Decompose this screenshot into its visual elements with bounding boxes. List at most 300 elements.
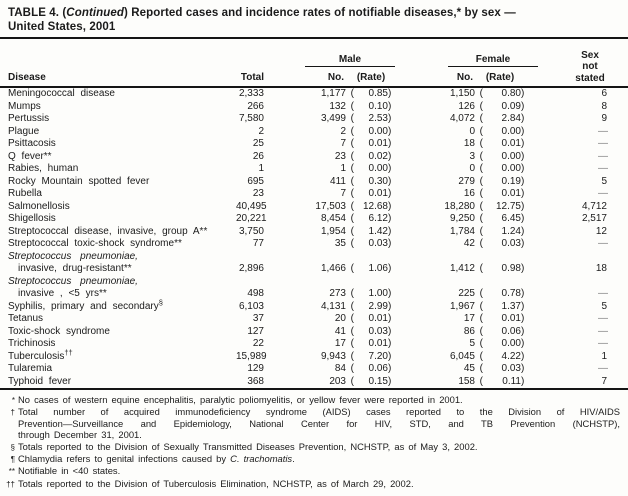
column-header-male-rate: (Rate) bbox=[356, 72, 386, 83]
female-no-value: 9,250 bbox=[449, 213, 475, 224]
female-rate-value: 0.78 bbox=[501, 288, 521, 299]
table-row bbox=[0, 126, 628, 139]
male-rate-value: 2.53 bbox=[368, 113, 388, 124]
female-open-paren: ( bbox=[479, 138, 483, 149]
table-row bbox=[0, 238, 628, 251]
disease-name: invasive , <5 yrs** bbox=[18, 288, 107, 299]
table-row bbox=[0, 176, 628, 189]
column-header-sex-not-stated bbox=[569, 50, 611, 84]
male-rate-value: 0.03 bbox=[368, 325, 388, 337]
male-no-value: 132 bbox=[329, 100, 346, 112]
female-open-paren: ( bbox=[479, 338, 483, 349]
female-no-value: 1,784 bbox=[449, 225, 475, 237]
sex-not-stated-value: 4,712 bbox=[581, 200, 607, 212]
total-value: 22 bbox=[252, 338, 264, 349]
footnote-text: Notifiable in <40 states. bbox=[18, 465, 121, 477]
table-row bbox=[0, 113, 628, 126]
disease-name: Mumps bbox=[8, 100, 41, 112]
female-no-value: 86 bbox=[463, 325, 475, 337]
table-row-species-line bbox=[0, 276, 628, 289]
female-no-value: 17 bbox=[463, 313, 475, 324]
male-no-value: 35 bbox=[334, 238, 346, 249]
male-close-paren: ) bbox=[388, 125, 392, 137]
title-part2: ) Reported cases and incidence rates of notifiable diseases,* by sex — bbox=[124, 7, 516, 19]
disease-name: Streptococcal disease, invasive, group A** bbox=[8, 225, 208, 237]
male-close-paren: ) bbox=[388, 225, 392, 237]
male-rate-value: 1.42 bbox=[368, 225, 388, 237]
disease-name: Q fever** bbox=[8, 150, 52, 162]
column-group-male: Male bbox=[305, 54, 395, 67]
male-no-value: 7 bbox=[340, 138, 346, 149]
male-no-value: 4,131 bbox=[320, 300, 346, 312]
female-rate-value: 0.00 bbox=[501, 338, 521, 349]
male-close-paren: ) bbox=[388, 325, 392, 337]
female-no-value: 1,412 bbox=[449, 263, 475, 274]
table-row bbox=[0, 101, 628, 114]
female-close-paren: ) bbox=[521, 213, 525, 224]
female-no-value: 158 bbox=[458, 375, 475, 387]
disease-name: Salmonellosis bbox=[8, 200, 70, 212]
total-value: 26 bbox=[252, 150, 264, 162]
female-no-value: 4,072 bbox=[449, 113, 475, 124]
column-header-total: Total bbox=[240, 72, 264, 83]
female-close-paren: ) bbox=[521, 300, 525, 312]
sex-not-stated-line3: stated bbox=[575, 72, 605, 84]
total-value: 40,495 bbox=[236, 200, 267, 212]
footnote-text: Chlamydia refers to genital infections caused by C. trachomatis. bbox=[18, 453, 295, 465]
female-rate-value: 6.45 bbox=[501, 213, 521, 224]
sex-not-stated-value: 9 bbox=[601, 113, 607, 124]
disease-name: Trichinosis bbox=[8, 338, 56, 349]
female-no-value: 126 bbox=[458, 100, 475, 112]
sex-not-stated-value: — bbox=[598, 150, 607, 162]
male-open-paren: ( bbox=[350, 100, 354, 112]
disease-name: Shigellosis bbox=[8, 213, 56, 224]
column-header-male-no: No. bbox=[327, 72, 344, 83]
sex-not-stated-value: 5 bbox=[601, 175, 607, 187]
footnotes bbox=[0, 390, 628, 490]
sex-not-stated-value: 7 bbox=[601, 375, 607, 387]
female-no-value: 0 bbox=[469, 163, 475, 174]
female-rate-value: 0.98 bbox=[501, 263, 521, 274]
disease-name: Tularemia bbox=[8, 363, 53, 374]
male-rate-value: 0.00 bbox=[368, 125, 388, 137]
male-no-value: 273 bbox=[329, 288, 346, 299]
sex-not-stated-value: 6 bbox=[601, 88, 607, 99]
footnote-marker: § bbox=[10, 442, 15, 452]
total-value: 129 bbox=[247, 363, 264, 374]
disease-name: Psittacosis bbox=[8, 138, 56, 149]
table-title-line2: United States, 2001 bbox=[8, 20, 116, 33]
female-open-paren: ( bbox=[479, 350, 483, 362]
disease-name: Toxic-shock syndrome bbox=[8, 325, 110, 337]
male-open-paren: ( bbox=[350, 263, 354, 274]
total-value: 2,333 bbox=[238, 88, 264, 99]
total-value: 20,221 bbox=[236, 213, 267, 224]
table-row bbox=[0, 138, 628, 151]
male-open-paren: ( bbox=[350, 88, 354, 99]
female-close-paren: ) bbox=[521, 363, 525, 374]
male-close-paren: ) bbox=[388, 100, 392, 112]
table-row bbox=[0, 88, 628, 101]
disease-name: Syphilis, primary and secondary§ bbox=[8, 297, 163, 312]
male-no-value: 84 bbox=[334, 363, 346, 374]
female-close-paren: ) bbox=[521, 138, 525, 149]
sex-not-stated-value: 2,517 bbox=[581, 213, 607, 224]
table-rows bbox=[0, 88, 628, 388]
male-close-paren: ) bbox=[388, 213, 392, 224]
total-value: 7,580 bbox=[238, 113, 264, 124]
female-rate-value: 0.80 bbox=[501, 88, 521, 99]
total-value: 127 bbox=[247, 325, 264, 337]
female-no-value: 18 bbox=[463, 138, 475, 149]
male-rate-value: 1.00 bbox=[368, 288, 388, 299]
sex-not-stated-value: — bbox=[598, 125, 607, 137]
female-open-paren: ( bbox=[479, 175, 483, 187]
sex-not-stated-value: — bbox=[598, 338, 607, 349]
column-header-female-rate: (Rate) bbox=[485, 72, 515, 83]
female-open-paren: ( bbox=[479, 88, 483, 99]
male-open-paren: ( bbox=[350, 113, 354, 124]
male-rate-value: 0.01 bbox=[368, 313, 388, 324]
female-rate-value: 0.01 bbox=[501, 188, 521, 199]
footnote bbox=[2, 406, 620, 440]
male-close-paren: ) bbox=[388, 113, 392, 124]
table-row-species-line bbox=[0, 251, 628, 264]
male-close-paren: ) bbox=[388, 288, 392, 299]
sex-not-stated-value: 12 bbox=[595, 225, 607, 237]
male-open-paren: ( bbox=[350, 238, 354, 249]
disease-name: invasive, drug-resistant** bbox=[18, 263, 132, 274]
female-no-value: 5 bbox=[469, 338, 475, 349]
male-close-paren: ) bbox=[388, 300, 392, 312]
male-rate-value: 0.00 bbox=[368, 163, 388, 174]
female-close-paren: ) bbox=[521, 188, 525, 199]
footnote bbox=[2, 465, 620, 477]
male-rate-value: 0.01 bbox=[368, 338, 388, 349]
disease-name: Rocky Mountain spotted fever bbox=[8, 175, 150, 187]
sex-not-stated-value: — bbox=[598, 288, 607, 299]
male-open-paren: ( bbox=[350, 375, 354, 387]
male-no-value: 1 bbox=[340, 163, 346, 174]
female-close-paren: ) bbox=[521, 288, 525, 299]
female-close-paren: ) bbox=[521, 375, 525, 387]
total-value: 368 bbox=[247, 375, 264, 387]
footnote bbox=[2, 394, 620, 406]
female-open-paren: ( bbox=[479, 100, 483, 112]
table-row bbox=[0, 213, 628, 226]
table-row bbox=[0, 326, 628, 339]
disease-name: Meningococcal disease bbox=[8, 88, 115, 99]
female-close-paren: ) bbox=[521, 225, 525, 237]
footnote-marker: ¶ bbox=[10, 455, 15, 465]
male-rate-value: 0.01 bbox=[368, 138, 388, 149]
sex-not-stated-value: — bbox=[598, 163, 607, 174]
table-row bbox=[0, 151, 628, 164]
male-no-value: 9,943 bbox=[320, 350, 346, 362]
footnote-text: Totals reported to the Division of Sexually Transmitted Diseases Prevention, NCHSTP, as of May 3, 2002. bbox=[18, 440, 478, 452]
female-no-value: 3 bbox=[469, 150, 475, 162]
female-close-paren: ) bbox=[521, 338, 525, 349]
disease-name: Typhoid fever bbox=[8, 375, 72, 387]
total-value: 3,750 bbox=[238, 225, 264, 237]
male-close-paren: ) bbox=[388, 375, 392, 387]
disease-species-name: Streptococcus pneumoniae, bbox=[8, 275, 138, 287]
female-open-paren: ( bbox=[479, 325, 483, 337]
male-rate-value: 0.01 bbox=[368, 188, 388, 199]
sex-not-stated-value: 5 bbox=[601, 300, 607, 312]
female-no-value: 1,967 bbox=[449, 300, 475, 312]
footnote bbox=[2, 441, 620, 453]
table-row bbox=[0, 347, 628, 364]
disease-species-name: Streptococcus pneumoniae, bbox=[8, 250, 138, 262]
footnote-marker: †† bbox=[6, 479, 15, 489]
female-no-value: 16 bbox=[463, 188, 475, 199]
female-rate-value: 1.24 bbox=[501, 225, 521, 237]
sex-not-stated-value: — bbox=[598, 313, 607, 324]
male-close-paren: ) bbox=[388, 175, 392, 187]
female-rate-value: 0.01 bbox=[501, 138, 521, 149]
male-close-paren: ) bbox=[388, 350, 392, 362]
male-open-paren: ( bbox=[350, 138, 354, 149]
male-rate-value: 0.15 bbox=[368, 375, 388, 387]
table-row bbox=[0, 313, 628, 326]
footnote bbox=[2, 453, 620, 465]
male-rate-value: 0.02 bbox=[368, 150, 388, 162]
table-row bbox=[0, 188, 628, 201]
footnote bbox=[2, 478, 620, 490]
female-rate-value: 0.03 bbox=[501, 363, 521, 374]
female-no-value: 1,150 bbox=[449, 88, 475, 99]
male-open-paren: ( bbox=[350, 338, 354, 349]
sex-not-stated-value: — bbox=[598, 363, 607, 374]
column-header-disease: Disease bbox=[8, 72, 46, 83]
female-close-paren: ) bbox=[521, 150, 525, 162]
table-row bbox=[0, 263, 628, 276]
male-open-paren: ( bbox=[350, 350, 354, 362]
disease-name: Plague bbox=[8, 125, 40, 137]
female-close-paren: ) bbox=[521, 350, 525, 362]
sex-not-stated-value: 8 bbox=[601, 100, 607, 112]
female-no-value: 225 bbox=[458, 288, 475, 299]
column-group-female: Female bbox=[448, 54, 538, 67]
disease-name: Rubella bbox=[8, 188, 42, 199]
male-close-paren: ) bbox=[388, 188, 392, 199]
male-no-value: 1,177 bbox=[320, 88, 346, 99]
male-open-paren: ( bbox=[350, 188, 354, 199]
male-close-paren: ) bbox=[388, 163, 392, 174]
male-close-paren: ) bbox=[388, 363, 392, 374]
total-value: 1 bbox=[258, 163, 264, 174]
table-row bbox=[0, 288, 628, 301]
male-rate-value: 0.10 bbox=[368, 100, 388, 112]
female-close-paren: ) bbox=[521, 88, 525, 99]
male-no-value: 20 bbox=[334, 313, 346, 324]
male-close-paren: ) bbox=[388, 88, 392, 99]
sex-not-stated-value: 1 bbox=[601, 350, 607, 362]
female-open-paren: ( bbox=[479, 375, 483, 387]
total-value: 2,896 bbox=[238, 263, 264, 274]
male-close-paren: ) bbox=[388, 200, 392, 212]
total-value: 6,103 bbox=[238, 300, 264, 312]
total-value: 15,989 bbox=[236, 350, 267, 362]
male-open-paren: ( bbox=[350, 300, 354, 312]
table-row bbox=[0, 297, 628, 314]
male-no-value: 17,503 bbox=[315, 200, 346, 212]
sex-not-stated-value: 18 bbox=[595, 263, 607, 274]
footnote-marker: ** bbox=[8, 467, 15, 477]
male-no-value: 1,466 bbox=[320, 263, 346, 274]
female-no-value: 279 bbox=[458, 175, 475, 187]
total-value: 25 bbox=[252, 138, 264, 149]
male-open-paren: ( bbox=[350, 175, 354, 187]
female-rate-value: 0.11 bbox=[502, 375, 521, 387]
female-rate-value: 0.06 bbox=[501, 325, 521, 337]
title-continued: Continued bbox=[66, 7, 125, 19]
female-close-paren: ) bbox=[521, 163, 525, 174]
female-open-paren: ( bbox=[479, 300, 483, 312]
male-rate-value: 1.06 bbox=[368, 263, 388, 274]
male-no-value: 1,954 bbox=[320, 225, 346, 237]
male-close-paren: ) bbox=[388, 338, 392, 349]
male-close-paren: ) bbox=[388, 238, 392, 249]
footnote-text: Total number of acquired immunodeficiency syndrome (AIDS) cases reported to the Division of HIV/AIDS Prevention—Surveillance and Epidemiology, National Center for HIV, STD, and TB Prevention (NCHSTP), through December 31, 2001. bbox=[18, 406, 620, 441]
male-rate-value: 12.68 bbox=[362, 200, 388, 212]
male-open-paren: ( bbox=[350, 125, 354, 137]
male-no-value: 411 bbox=[330, 175, 346, 187]
male-close-paren: ) bbox=[388, 150, 392, 162]
disease-name: Rabies, human bbox=[8, 163, 79, 174]
total-value: 77 bbox=[252, 238, 264, 249]
female-open-paren: ( bbox=[479, 213, 483, 224]
female-open-paren: ( bbox=[479, 113, 483, 124]
female-rate-value: 1.37 bbox=[501, 300, 521, 312]
total-value: 498 bbox=[247, 288, 264, 299]
female-open-paren: ( bbox=[479, 238, 483, 249]
total-value: 695 bbox=[247, 175, 264, 187]
male-open-paren: ( bbox=[350, 213, 354, 224]
female-open-paren: ( bbox=[479, 225, 483, 237]
total-value: 2 bbox=[258, 125, 264, 137]
sex-not-stated-line1: Sex bbox=[581, 50, 599, 62]
footnote-text: No cases of western equine encephalitis, paralytic poliomyelitis, or yellow fever were reported in 2001. bbox=[18, 394, 463, 405]
male-open-paren: ( bbox=[350, 225, 354, 237]
disease-name: Tetanus bbox=[8, 313, 44, 324]
male-rate-value: 2.99 bbox=[368, 300, 388, 312]
male-open-paren: ( bbox=[350, 313, 354, 324]
sex-not-stated-value: — bbox=[598, 138, 607, 149]
male-close-paren: ) bbox=[388, 313, 392, 324]
table-title-line1 bbox=[8, 7, 620, 21]
disease-name: Tuberculosis†† bbox=[8, 347, 73, 362]
female-close-paren: ) bbox=[521, 263, 525, 274]
female-open-paren: ( bbox=[479, 313, 483, 324]
female-rate-value: 0.00 bbox=[501, 163, 521, 174]
column-header-female-no: No. bbox=[456, 72, 473, 83]
sex-not-stated-line2: not bbox=[582, 61, 598, 73]
table-header bbox=[0, 39, 628, 86]
female-close-paren: ) bbox=[521, 100, 525, 112]
male-rate-value: 0.03 bbox=[368, 238, 388, 249]
male-open-paren: ( bbox=[350, 150, 354, 162]
table-row bbox=[0, 376, 628, 389]
female-rate-value: 0.03 bbox=[501, 238, 521, 249]
female-close-paren: ) bbox=[521, 175, 525, 187]
female-open-paren: ( bbox=[479, 188, 483, 199]
female-rate-value: 2.84 bbox=[501, 113, 521, 124]
female-no-value: 6,045 bbox=[449, 350, 475, 362]
male-no-value: 23 bbox=[334, 150, 346, 162]
female-open-paren: ( bbox=[479, 363, 483, 374]
female-close-paren: ) bbox=[521, 325, 525, 337]
table-row bbox=[0, 226, 628, 239]
female-open-paren: ( bbox=[479, 288, 483, 299]
footnote-marker: * bbox=[11, 396, 15, 405]
female-no-value: 45 bbox=[463, 363, 475, 374]
female-close-paren: ) bbox=[521, 113, 525, 124]
female-rate-value: 0.19 bbox=[501, 175, 521, 187]
male-open-paren: ( bbox=[350, 163, 354, 174]
female-rate-value: 4.22 bbox=[501, 350, 521, 362]
male-no-value: 2 bbox=[340, 125, 346, 137]
female-rate-value: 0.00 bbox=[501, 150, 521, 162]
male-no-value: 7 bbox=[340, 188, 346, 199]
female-no-value: 18,280 bbox=[444, 200, 475, 212]
table-row bbox=[0, 363, 628, 376]
female-rate-value: 0.01 bbox=[501, 313, 521, 324]
female-close-paren: ) bbox=[521, 238, 525, 249]
table-row bbox=[0, 201, 628, 214]
male-rate-value: 6.12 bbox=[368, 213, 388, 224]
male-no-value: 41 bbox=[334, 325, 346, 337]
male-no-value: 17 bbox=[334, 338, 346, 349]
table-title bbox=[0, 0, 628, 37]
footnote-marker: † bbox=[10, 408, 15, 418]
female-open-paren: ( bbox=[479, 125, 483, 137]
sex-not-stated-value: — bbox=[598, 188, 607, 199]
male-no-value: 3,499 bbox=[320, 113, 346, 124]
female-close-paren: ) bbox=[521, 125, 525, 137]
female-rate-value: 0.09 bbox=[501, 100, 521, 112]
female-no-value: 0 bbox=[469, 125, 475, 137]
male-open-paren: ( bbox=[350, 363, 354, 374]
female-no-value: 42 bbox=[463, 238, 475, 249]
total-value: 23 bbox=[252, 188, 264, 199]
male-rate-value: 0.85 bbox=[368, 88, 388, 99]
sex-not-stated-value: — bbox=[598, 238, 607, 249]
footnote-text: Totals reported to the Division of Tuberculosis Elimination, NCHSTP, as of March 29, 2002. bbox=[18, 477, 414, 489]
female-open-paren: ( bbox=[479, 200, 483, 212]
male-open-paren: ( bbox=[350, 325, 354, 337]
total-value: 266 bbox=[247, 100, 264, 112]
table-row bbox=[0, 163, 628, 176]
male-no-value: 8,454 bbox=[320, 213, 346, 224]
female-open-paren: ( bbox=[479, 150, 483, 162]
female-open-paren: ( bbox=[479, 263, 483, 274]
male-rate-value: 0.06 bbox=[368, 363, 388, 374]
female-open-paren: ( bbox=[479, 163, 483, 174]
female-rate-value: 0.00 bbox=[501, 125, 521, 137]
female-close-paren: ) bbox=[521, 313, 525, 324]
sex-not-stated-value: — bbox=[598, 325, 607, 337]
male-open-paren: ( bbox=[350, 200, 354, 212]
male-rate-value: 0.30 bbox=[368, 175, 388, 187]
female-rate-value: 12.75 bbox=[495, 200, 521, 212]
total-value: 37 bbox=[252, 313, 264, 324]
male-close-paren: ) bbox=[388, 138, 392, 149]
male-open-paren: ( bbox=[350, 288, 354, 299]
disease-name: Pertussis bbox=[8, 113, 50, 124]
